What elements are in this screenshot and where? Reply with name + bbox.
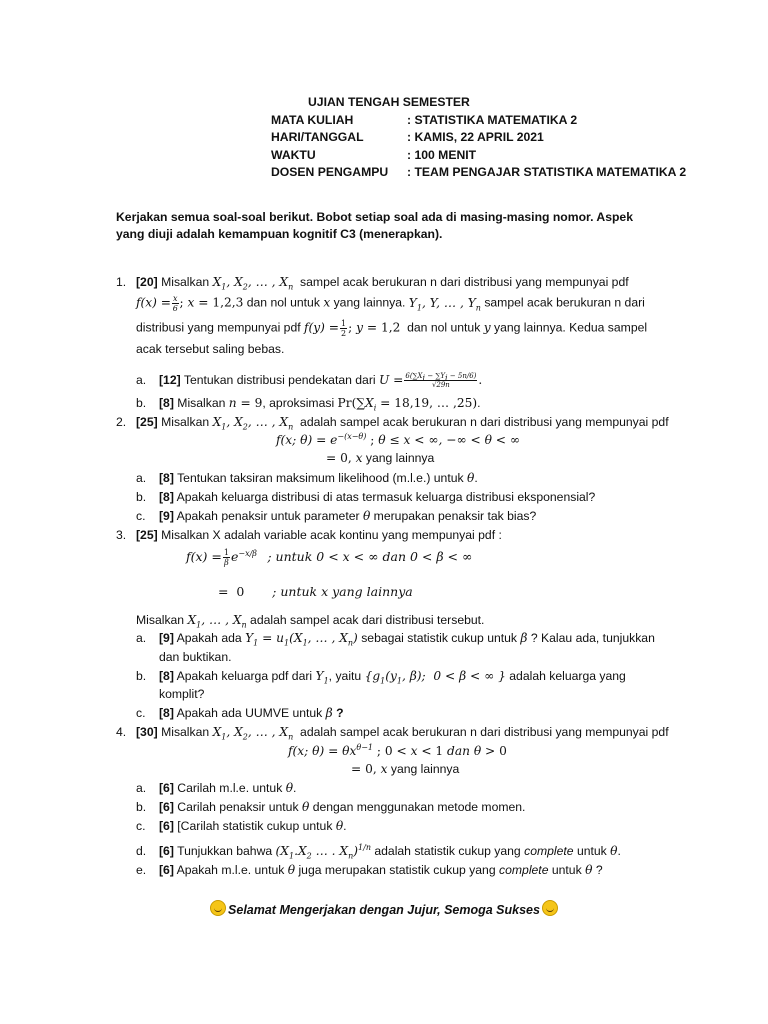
exam-title: UJIAN TENGAH SEMESTER	[308, 95, 470, 109]
question-number: 3.	[116, 528, 127, 542]
header-row-course	[271, 112, 686, 130]
header-key: HARI/TANGGAL	[271, 130, 364, 144]
q2-pdf-other: = 0, x yang lainnya	[326, 451, 435, 465]
q3-a-text: [9] Apakah ada $Y_1 = u_1(X_1$, … , $X_n$) sebagai statistik cukup untuk β ? Kalau ada, tunjukkan	[159, 631, 655, 648]
q4-d-text: [6] Tunjukkan bahwa ($X_1.X_2$ … . $X_n)^{1/n}$ adalah statistik cukup yang complete untuk θ.	[159, 842, 621, 861]
q1-line-4: acak tersebut saling bebas.	[136, 342, 285, 356]
q3-c-text: [8] Apakah ada UUMVE untuk β ?	[159, 706, 344, 720]
header-key: MATA KULIAH	[271, 112, 354, 127]
q4-a-text: [6] Carilah m.l.e. untuk θ.	[159, 781, 297, 795]
q2-pdf: f(x; $\theta) = e^{-(x-\theta)}$ ; θ ≤ x < ∞, −∞ < θ < ∞	[276, 431, 521, 447]
header-value: : TEAM PENGAJAR STATISTIKA MATEMATIKA 2	[407, 165, 687, 179]
q3-pdf: f(x) = $\frac{1}{\beta}$ $e^{-x/\beta}$ ; untuk 0 < x < ∞ dan 0 < β < ∞	[186, 548, 473, 567]
instructions: Kerjakan semua soal-soal berikut. Bobot setiap soal ada di masing-masing nomor. Aspek yang diuji adalah kemampuan kognitif C3 (menerapkan).	[116, 210, 633, 241]
q4-a-label: a.	[136, 781, 147, 795]
q2-line-1: [25] Misalkan $X_1$, $X_2$, … , $X_n$ adalah sampel acak berukuran n dari distribusi yang mempunyai pdf	[136, 415, 669, 432]
q1-line-1: [20] Misalkan $X_1$, $X_2$, … , $X_n$ sampel acak berukuran n dari distribusi yang mempunyai pdf	[136, 275, 629, 292]
q4-pdf: f(x; $\theta) = \theta x^{\theta-1}$ ; 0 < x < 1 dan θ > 0	[288, 742, 507, 758]
q4-b-text: [6] Carilah penaksir untuk θ dengan menggunakan metode momen.	[159, 800, 526, 814]
q3-b-text-cont: komplit?	[159, 687, 205, 701]
q3-b-text: [8] Apakah keluarga pdf dari $Y_1$, yaitu {$g_1(y_1$, β); 0 < β < ∞ } adalah keluarga yang	[159, 669, 626, 686]
header-key: DOSEN PENGAMPU	[271, 165, 389, 179]
q3-a-text-cont: dan buktikan.	[159, 650, 232, 664]
question-number: 1.	[116, 275, 127, 289]
q4-d-label: d.	[136, 844, 147, 858]
header-row-lecturer	[271, 164, 686, 182]
q4-b-label: b.	[136, 800, 147, 814]
q3-line-2: Misalkan $X_1$, … , $X_n$ adalah sampel acak dari distribusi tersebut.	[136, 613, 485, 630]
header-value: : STATISTIKA MATEMATIKA 2	[407, 112, 578, 127]
q4-pdf-other: = 0, x yang lainnya	[351, 762, 460, 776]
q1-b-text: [8] Misalkan n = 9, aproksimasi $Pr(\sum X_i = 18,19$, … ,25).	[159, 396, 481, 413]
q2-b-label: b.	[136, 490, 147, 504]
header-key: WAKTU	[271, 147, 316, 162]
smiley-icon	[210, 900, 226, 916]
header-row-time	[271, 147, 686, 165]
q3-c-label: c.	[136, 706, 146, 720]
header-row-date	[271, 129, 686, 147]
q1-line-2: f(x) = $\frac{x}{6}$ ; x = 1,2,3 dan nol untuk x yang lainnya. $Y_1$, Y, … , $Y_n$ sampel acak berukuran n dari	[136, 294, 645, 313]
smiley-icon	[542, 900, 558, 916]
header-value: : 100 MENIT	[407, 147, 477, 162]
question-number: 2.	[116, 415, 127, 429]
header-value: : KAMIS, 22 APRIL 2021	[407, 130, 544, 144]
q4-c-label: c.	[136, 819, 146, 833]
q4-e-label: e.	[136, 863, 147, 877]
q3-a-label: a.	[136, 631, 147, 645]
q2-a-text: [8] Tentukan taksiran maksimum likelihood (m.l.e.) untuk θ.	[159, 471, 478, 485]
q1-line-3: distribusi yang mempunyai pdf f(y) = $\frac{1}{2}$ ; y = 1,2 dan nol untuk y yang lainnya. Kedua sampel	[136, 319, 648, 338]
q2-a-label: a.	[136, 471, 147, 485]
q4-line-1: [30] Misalkan $X_1$, $X_2$, … , $X_n$ adalah sampel acak berukuran n dari distribusi yang mempunyai pdf	[136, 725, 669, 742]
q2-c-text: [9] Apakah penaksir untuk parameter θ merupakan penaksir tak bias?	[159, 509, 537, 523]
q1-a-label: a.	[136, 373, 147, 387]
q1-b-label: b.	[136, 396, 147, 410]
q4-e-text: [6] Apakah m.l.e. untuk θ juga merupakan statistik cukup yang complete untuk θ ?	[159, 863, 603, 877]
q3-line-1: [25] Misalkan X adalah variable acak kontinu yang mempunyai pdf :	[136, 528, 502, 542]
question-number: 4.	[116, 725, 127, 739]
q4-c-text: [6] [Carilah statistik cukup untuk θ.	[159, 819, 347, 833]
q3-pdf-other: = 0 ; untuk x yang lainnya	[218, 584, 413, 599]
q3-b-label: b.	[136, 669, 147, 683]
exam-header	[271, 94, 686, 182]
q2-c-label: c.	[136, 509, 146, 523]
closing-text: Selamat Mengerjakan dengan Jujur, Semoga Sukses	[228, 903, 540, 917]
q2-b-text: [8] Apakah keluarga distribusi di atas termasuk keluarga distribusi eksponensial?	[159, 490, 596, 504]
closing-message	[0, 900, 768, 917]
q1-a-text: [12] Tentukan distribusi pendekatan dari U = $\frac{6(\sum X_i - \sum Y_i - 5n/6)}{√29n}$ .	[159, 372, 483, 390]
